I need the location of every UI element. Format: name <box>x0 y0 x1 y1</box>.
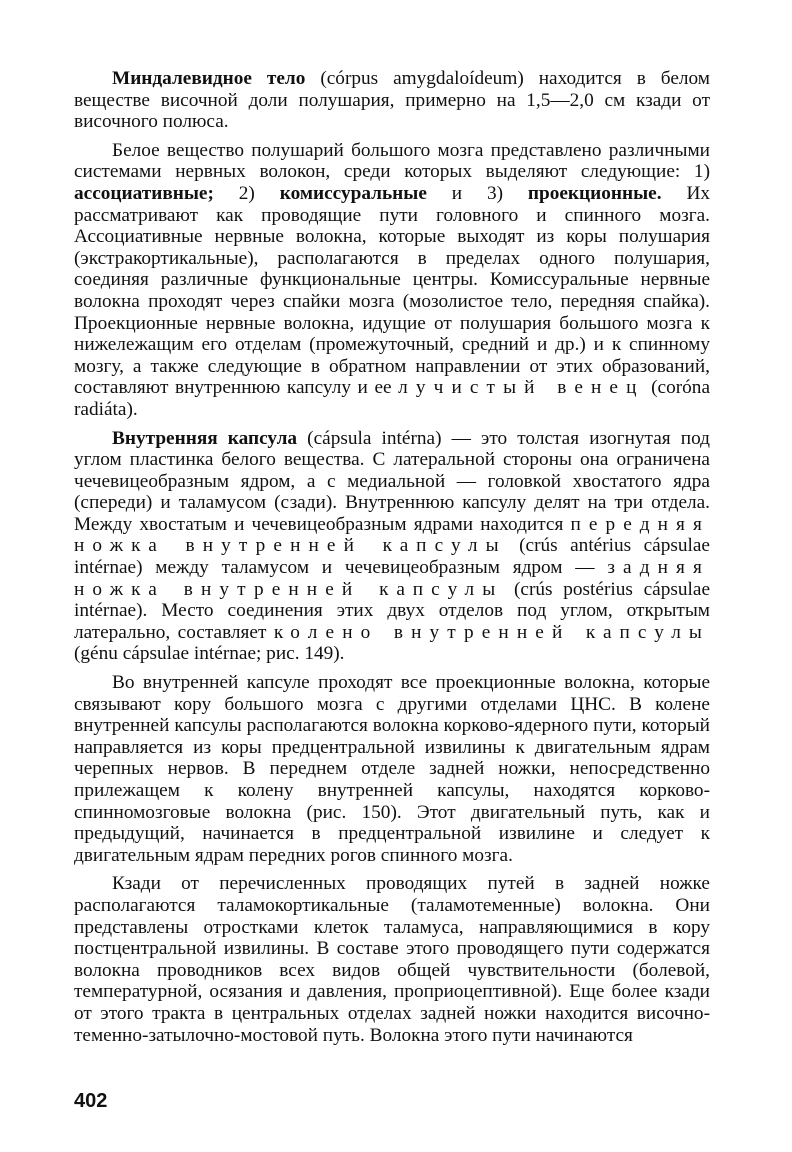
text-run: (génu cápsulae intérnae; рис. 149). <box>74 643 345 665</box>
spaced-term-corona: лучистый венец <box>398 377 645 399</box>
paragraph-white-matter <box>74 140 710 421</box>
page-body <box>74 68 710 1053</box>
term-amygdala: Миндалевидное тело <box>112 68 306 89</box>
paragraph-internal-capsule <box>74 428 710 666</box>
term-commissural: комиссуральные <box>279 182 427 204</box>
term-associative: ассоциативные; <box>74 182 214 204</box>
spaced-term-posterior-limb: задняя ножка внутренней капсулы <box>74 557 710 600</box>
text-run: и 3) <box>426 182 528 204</box>
page-number: 402 <box>74 1090 108 1112</box>
term-projection: проекционные. <box>527 182 662 204</box>
text-run: (cápsula intérna) — это толстая изогнутая под углом пластинка белого вещества. С латеральной стороны она ограничена чечевицеобразным ядром, а с медиальной — головкой хвостатого ядра (спереди) и таламусом (сзади). Внутреннюю капсулу делят на три отдела. Между хвостатым и чечевицеобразным ядрами находится <box>74 427 710 535</box>
text-run: (coróna radiáta). <box>74 377 710 420</box>
paragraph-thalamocortical: Кзади от перечисленных проводящих путей в задней ножке располагаются таламокортикальные (таламотеменные) волокна. Они представлены отростками клеток таламуса, направляющимися в кору постцентральной извилины. В составе этого проводящего пути содержатся волокна проводников всех видов общей чувствительности (болевой, температурной, осязания и давления, проприоцептивной). Еще более кзади от этого тракта в центральных отделах задней ножки находится височно-теменно-затылочно-мостовой путь. Волокна этого пути начинаются <box>74 873 710 1046</box>
text-run: 2) <box>213 182 280 204</box>
spaced-term-genu: колено внутренней капсулы <box>273 621 710 643</box>
text-run: (crús postérius cápsulae intérnae). Место соединения этих двух отделов под углом, открытым латерально, составляет <box>74 578 711 643</box>
term-internal-capsule: Внутренняя капсула <box>112 427 298 449</box>
paragraph-text: (córpus amygdaloídeum) находится в белом веществе височной доли полушария, примерно на 1,5—2,0 см кзади от височного полюса. <box>74 68 710 133</box>
text-run: (crús antérius cápsulae intérnae) между таламусом и чечевицеобразным ядром — <box>74 535 710 579</box>
paragraph-projection-fibers: Во внутренней капсуле проходят все проекционные волокна, которые связывают кору большого мозга с другими отделами ЦНС. В колене внутренней капсулы располагаются волокна корково-ядерного пути, который направляется из коры предцентральной извилины к двигательным ядрам черепных нервов. В переднем отделе задней ножки, непосредственно прилежащем к колену внутренней капсулы, находятся корково-спинномозговые волокна (рис. 150). Этот двигательный путь, как и предыдущий, начинается в предцентральной извилине и следует к двигательным ядрам передних рогов спинного мозга. <box>74 672 710 866</box>
spaced-term-anterior-limb: передняя ножка внутренней капсулы <box>74 513 710 557</box>
text-run: Их рассматривают как проводящие пути головного и спинного мозга. Ассоциативные нервные волокна, которые выходят из коры полушария (экстракортикальные), располагаются в пределах одного полушария, соединяя различные функциональные центры. Комиссуральные нервные волокна проходят через спайки мозга (мозолистое тело, передняя спайка). Проекционные нервные волокна, идущие от полушария большого мозга к нижележащим его отделам (промежуточный, средний и др.) и к спинному мозгу, а также следующие в обратном направлении от этих образований, составляют внутреннюю капсулу и ее <box>74 182 711 399</box>
text-run: Белое вещество полушарий большого мозга представлено различными системами нервных волокон, среди которых выделяют следующие: 1) <box>74 139 710 183</box>
paragraph-amygdala <box>74 68 710 133</box>
